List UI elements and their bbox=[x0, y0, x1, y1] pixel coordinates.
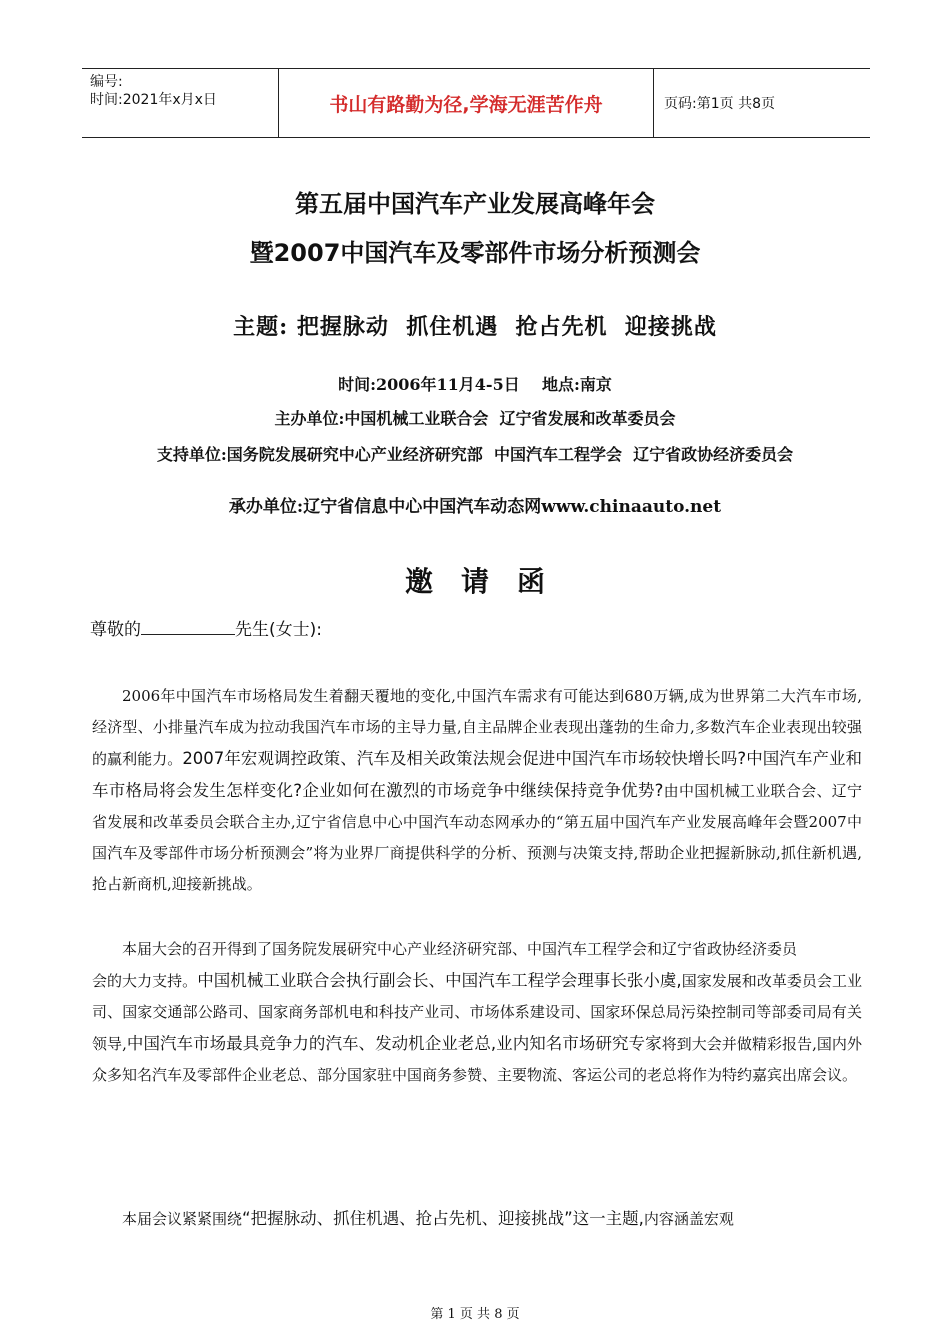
name-blank bbox=[141, 620, 235, 635]
doc-title-line1: 第五届中国汽车产业发展高峰年会 bbox=[295, 190, 655, 218]
paragraph-3-c: 内容涵盖宏观 bbox=[643, 1210, 734, 1228]
paragraph-1-a: 2006年中国汽车市场格局发生着翻天覆地的变化,中国汽车需求有可能达到680万辆,成为世界第二大汽车市场,经济型、小排量汽车成为拉动我国汽车市场的主导力量,自主品牌企业表现出蓬勃的生命力,多数汽车企业表现出较强的赢利能力。 bbox=[92, 687, 862, 768]
paragraph-2-b: 中国机械工业联合会执行副会长、中国汽车工程学会理事长张小虞, bbox=[197, 971, 682, 990]
paragraph-2-d: 中国汽车市场最具竞争力的汽车、发动机企业老总,业内知名市场研究专家 bbox=[126, 1034, 662, 1053]
paragraph-1-c: 由中国机械工业联合会、辽宁省发展和改革委员会联合主办,辽宁省信息中心中国汽车动态网承办的“第五届中国汽车产业发展高峰年会暨2007中国汽车及零部件市场分析预测会”将为业界厂商提供科学的分析、预测与决策支持,帮助企业把握新脉动,抓住新机遇,抢占新商机,迎接新挑战。 bbox=[92, 782, 862, 893]
paragraph-3-a: 本届会议紧紧围绕 bbox=[122, 1210, 243, 1228]
paragraph-2-a2: 会的大力支持。 bbox=[92, 972, 198, 990]
greeting-suffix: 先生(女士): bbox=[235, 620, 322, 640]
doc-theme: 主题: 把握脉动 抓住机遇 抢占先机 迎接挑战 bbox=[233, 314, 717, 340]
paragraph-2-e: 将到大会并做精彩报告,国内外众多知名汽车及零部件企业老总、部分国家驻中国商务参赞、主要物流、客运公司的老总将作为特约嘉宾出席会议。 bbox=[92, 1035, 862, 1084]
greeting bbox=[90, 615, 322, 640]
info-time-place: 时间:2006年11月4-5日 地点:南京 bbox=[338, 375, 612, 394]
doc-title-line2: 暨2007中国汽车及零部件市场分析预测会 bbox=[249, 239, 701, 267]
header-number: 编号: bbox=[90, 74, 123, 90]
info-support: 支持单位:国务院发展研究中心产业经济研究部 中国汽车工程学会 辽宁省政协经济委员会 bbox=[156, 445, 794, 464]
paragraph-2-a: 本届大会的召开得到了国务院发展研究中心产业经济研究部、中国汽车工程学会和辽宁省政协经济委员 bbox=[122, 940, 798, 958]
page-header bbox=[82, 68, 870, 138]
header-motto: 书山有路勤为径,学海无涯苦作舟 bbox=[279, 69, 654, 137]
header-page-info: 页码:第1页 共8页 bbox=[664, 96, 775, 112]
paragraph-1 bbox=[92, 681, 862, 900]
paragraph-1-b: 2007年宏观调控政策、汽车及相关政策法规会促进中国汽车市场较快增长吗?中国汽车产业和车市格局将会发生怎样变化?企业如何在激烈的市场竞争中继续保持竞争优势? bbox=[92, 749, 862, 800]
header-meta bbox=[82, 69, 279, 137]
greeting-prefix: 尊敬的 bbox=[90, 620, 141, 640]
paragraph-2-c: 国家发展和改革委员会工业司、国家交通部公路司、国家商务部机电和科技产业司、市场体系建设司、国家环保总局污染控制司等部委司局有关领导, bbox=[92, 972, 862, 1053]
paragraph-2 bbox=[92, 934, 862, 1091]
page-footer: 第 1 页 共 8 页 bbox=[430, 1307, 520, 1322]
header-date: 时间:2021年x月x日 bbox=[90, 92, 217, 108]
invite-title: 邀请函 bbox=[404, 565, 573, 598]
info-host: 主办单位:中国机械工业联合会 辽宁省发展和改革委员会 bbox=[274, 409, 676, 428]
paragraph-3-b: “把握脉动、抓住机遇、抢占先机、迎接挑战”这一主题, bbox=[242, 1209, 644, 1228]
info-organizer: 承办单位:辽宁省信息中心中国汽车动态网www.chinaauto.net bbox=[228, 497, 722, 517]
paragraph-3 bbox=[92, 1203, 862, 1235]
